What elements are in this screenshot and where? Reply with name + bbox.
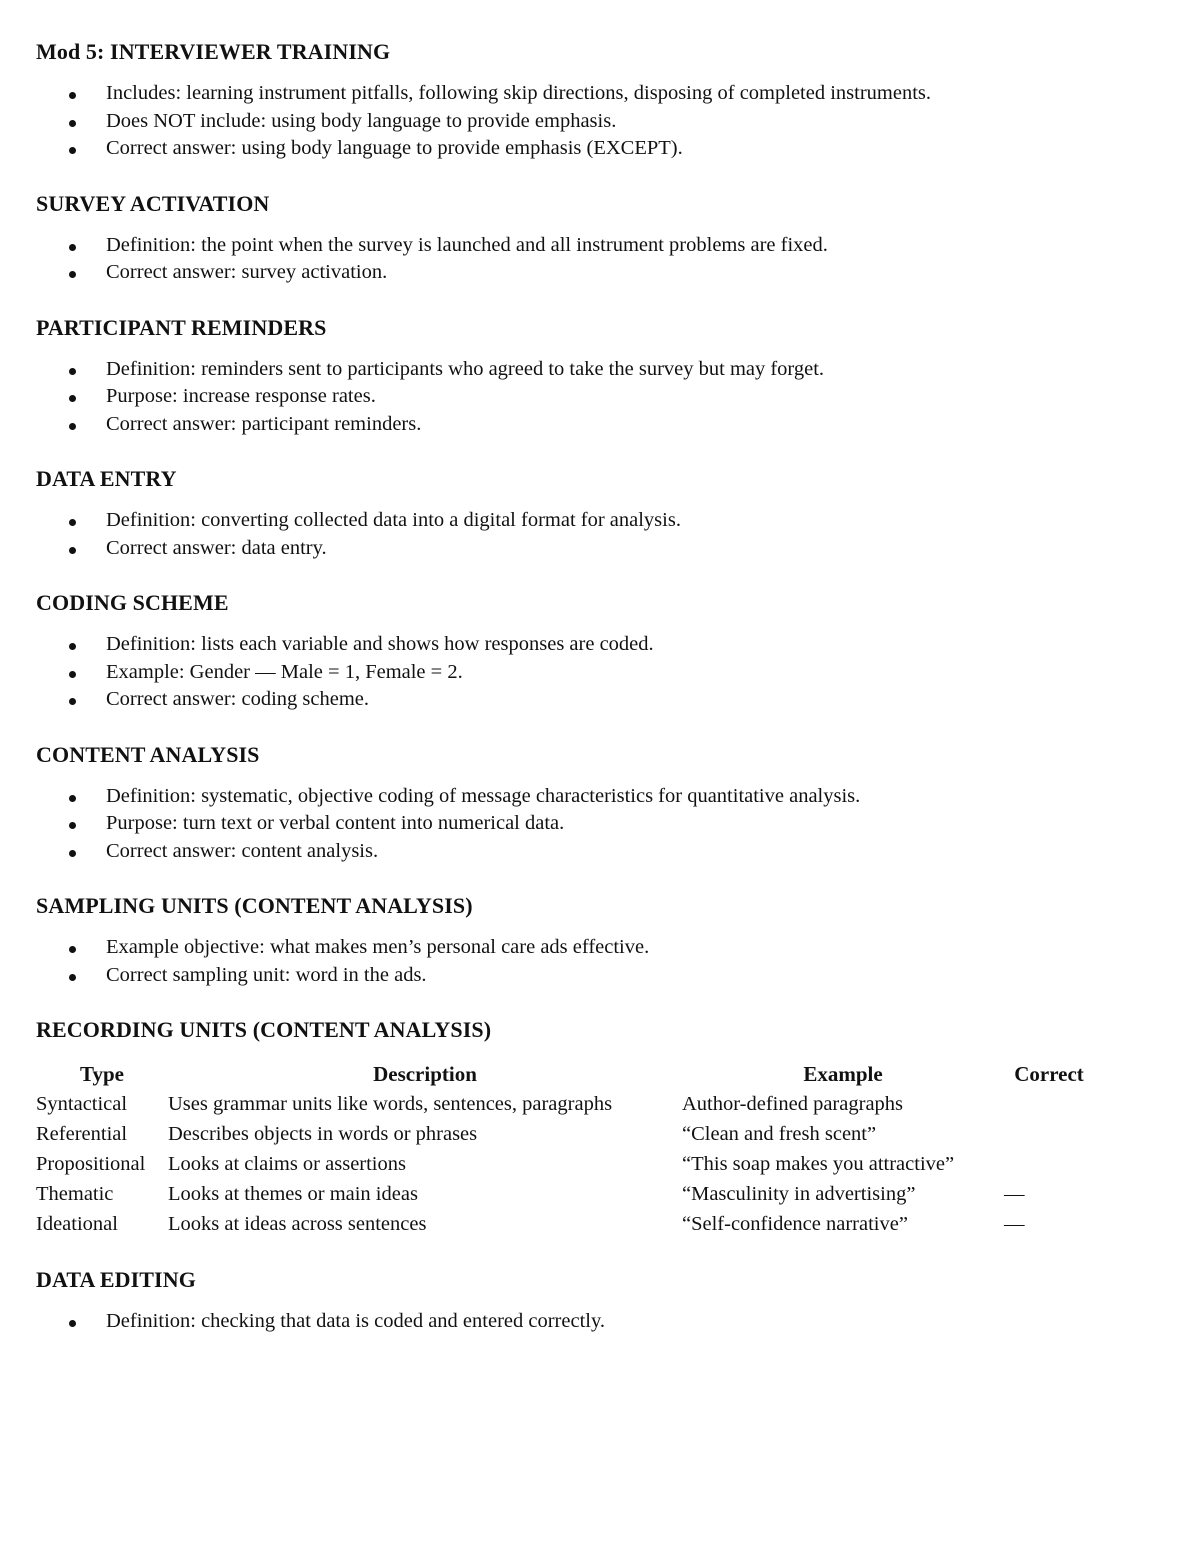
table-header-row [36,1059,1094,1089]
cell-description: Looks at themes or main ideas [168,1183,418,1205]
bullet-item [36,135,1166,163]
bullet-icon [69,547,76,554]
section-heading: RECORDING UNITS (CONTENT ANALYSIS) [36,1017,492,1042]
bullet-icon [69,244,76,251]
section-content-analysis [36,741,1166,866]
bullet-item [36,108,1166,136]
column-header-correct: Correct [1014,1062,1084,1086]
bullet-text: Definition: the point when the survey is launched and all instrument problems are fixed. [106,233,828,256]
bullet-icon [69,822,76,829]
bullet-icon [69,395,76,402]
section-heading: CONTENT ANALYSIS [36,741,260,767]
bullet-icon [69,423,76,430]
bullet-text: Correct sampling unit: word in the ads. [106,963,427,986]
cell-description: Uses grammar units like words, sentences, paragraphs [168,1093,613,1115]
cell-correct [1004,1119,1094,1149]
bullet-item [36,962,1166,990]
bullet-icon [69,271,76,278]
bullet-text: Correct answer: content analysis. [106,839,379,862]
bullet-item [36,535,1166,563]
section-heading: SAMPLING UNITS (CONTENT ANALYSIS) [36,893,473,918]
recording-units-table [36,1059,1094,1239]
bullet-item [36,838,1166,866]
cell-type: Thematic [36,1183,114,1205]
bullet-text: Definition: converting collected data into a digital format for analysis. [106,509,681,531]
section-recording-units [36,1016,1166,1239]
bullet-list [36,507,1166,562]
column-header-type: Type [80,1062,124,1086]
bullet-icon [69,946,76,953]
document-body [36,38,1166,1336]
section-heading: SURVEY ACTIVATION [36,190,270,216]
bullet-icon [69,643,76,650]
bullet-list [36,934,1166,989]
bullet-icon [69,671,76,678]
table-row [36,1089,1094,1119]
section-survey-activation [36,190,1166,287]
table-row [36,1149,1094,1179]
bullet-item [36,783,1166,811]
section-heading: PARTICIPANT REMINDERS [36,314,327,340]
bullet-item [36,631,1166,659]
cell-correct: — [1004,1213,1025,1235]
bullet-item [36,507,1166,535]
cell-example: Author-defined paragraphs [682,1093,904,1115]
section-heading: DATA ENTRY [36,466,177,491]
bullet-icon [69,974,76,981]
bullet-item [36,810,1166,838]
bullet-list [36,232,1166,287]
column-header-example: Example [803,1062,883,1086]
cell-example: “Masculinity in advertising” [682,1183,916,1205]
table-row [36,1209,1094,1239]
bullet-item [36,934,1166,962]
bullet-icon [69,92,76,99]
bullet-text: Definition: lists each variable and shows how responses are coded. [106,633,654,655]
bullet-item [36,80,1166,108]
section-sampling-units [36,892,1166,989]
section-coding-scheme [36,589,1166,714]
bullet-icon [69,368,76,375]
section-heading: DATA EDITING [36,1267,196,1292]
cell-example: “Self-confidence narrative” [682,1213,908,1235]
cell-type: Propositional [36,1153,146,1175]
bullet-text: Definition: checking that data is coded and entered correctly. [106,1310,606,1332]
cell-example: “Clean and fresh scent” [682,1123,877,1145]
bullet-text: Correct answer: data entry. [106,536,327,559]
bullet-icon [69,850,76,857]
bullet-item [36,686,1166,714]
cell-example: “This soap makes you attractive” [682,1153,955,1175]
section-data-entry [36,465,1166,562]
section-heading: CODING SCHEME [36,590,229,615]
bullet-text: Correct answer: coding scheme. [106,688,369,710]
bullet-list [36,80,1166,163]
bullet-text: Example objective: what makes men’s personal care ads effective. [106,936,650,958]
bullet-list [36,356,1166,439]
bullet-text: Correct answer: survey activation. [106,261,388,283]
cell-description: Describes objects in words or phrases [168,1123,478,1145]
bullet-text: Definition: reminders sent to participants who agreed to take the survey but may forget. [106,357,825,380]
cell-correct [1004,1149,1094,1179]
cell-description: Looks at claims or assertions [168,1153,406,1175]
table-row [36,1119,1094,1149]
bullet-text: Definition: systematic, objective coding of message characteristics for quantitative analysis. [106,784,861,807]
bullet-list [36,783,1166,866]
bullet-list [36,631,1166,714]
bullet-text: Purpose: turn text or verbal content into numerical data. [106,812,565,834]
section-heading: Mod 5: INTERVIEWER TRAINING [36,39,391,64]
bullet-item [36,383,1166,411]
bullet-icon [69,147,76,154]
cell-description: Looks at ideas across sentences [168,1213,427,1235]
section-participant-reminders [36,314,1166,439]
cell-correct [1004,1089,1094,1119]
bullet-item [36,1308,1166,1336]
bullet-icon [69,519,76,526]
bullet-item [36,356,1166,384]
section-data-editing [36,1266,1166,1336]
cell-correct: — [1004,1183,1025,1205]
cell-type: Ideational [36,1213,118,1235]
bullet-item [36,411,1166,439]
bullet-item [36,259,1166,287]
bullet-icon [69,698,76,705]
bullet-item [36,659,1166,687]
bullet-item [36,232,1166,260]
bullet-text: Does NOT include: using body language to provide emphasis. [106,109,617,132]
cell-type: Syntactical [36,1093,128,1115]
bullet-text: Correct answer: using body language to provide emphasis (EXCEPT). [106,137,683,159]
section-interviewer-training [36,38,1166,163]
bullet-icon [69,120,76,127]
cell-type: Referential [36,1123,128,1145]
bullet-text: Example: Gender — Male = 1, Female = 2. [106,660,463,683]
table-row [36,1179,1094,1209]
bullet-text: Purpose: increase response rates. [106,385,376,407]
bullet-icon [69,795,76,802]
bullet-text: Correct answer: participant reminders. [106,412,422,435]
bullet-icon [69,1320,76,1327]
bullet-list [36,1308,1166,1336]
column-header-description: Description [373,1062,477,1086]
bullet-text: Includes: learning instrument pitfalls, following skip directions, disposing of completed instruments. [106,82,932,104]
